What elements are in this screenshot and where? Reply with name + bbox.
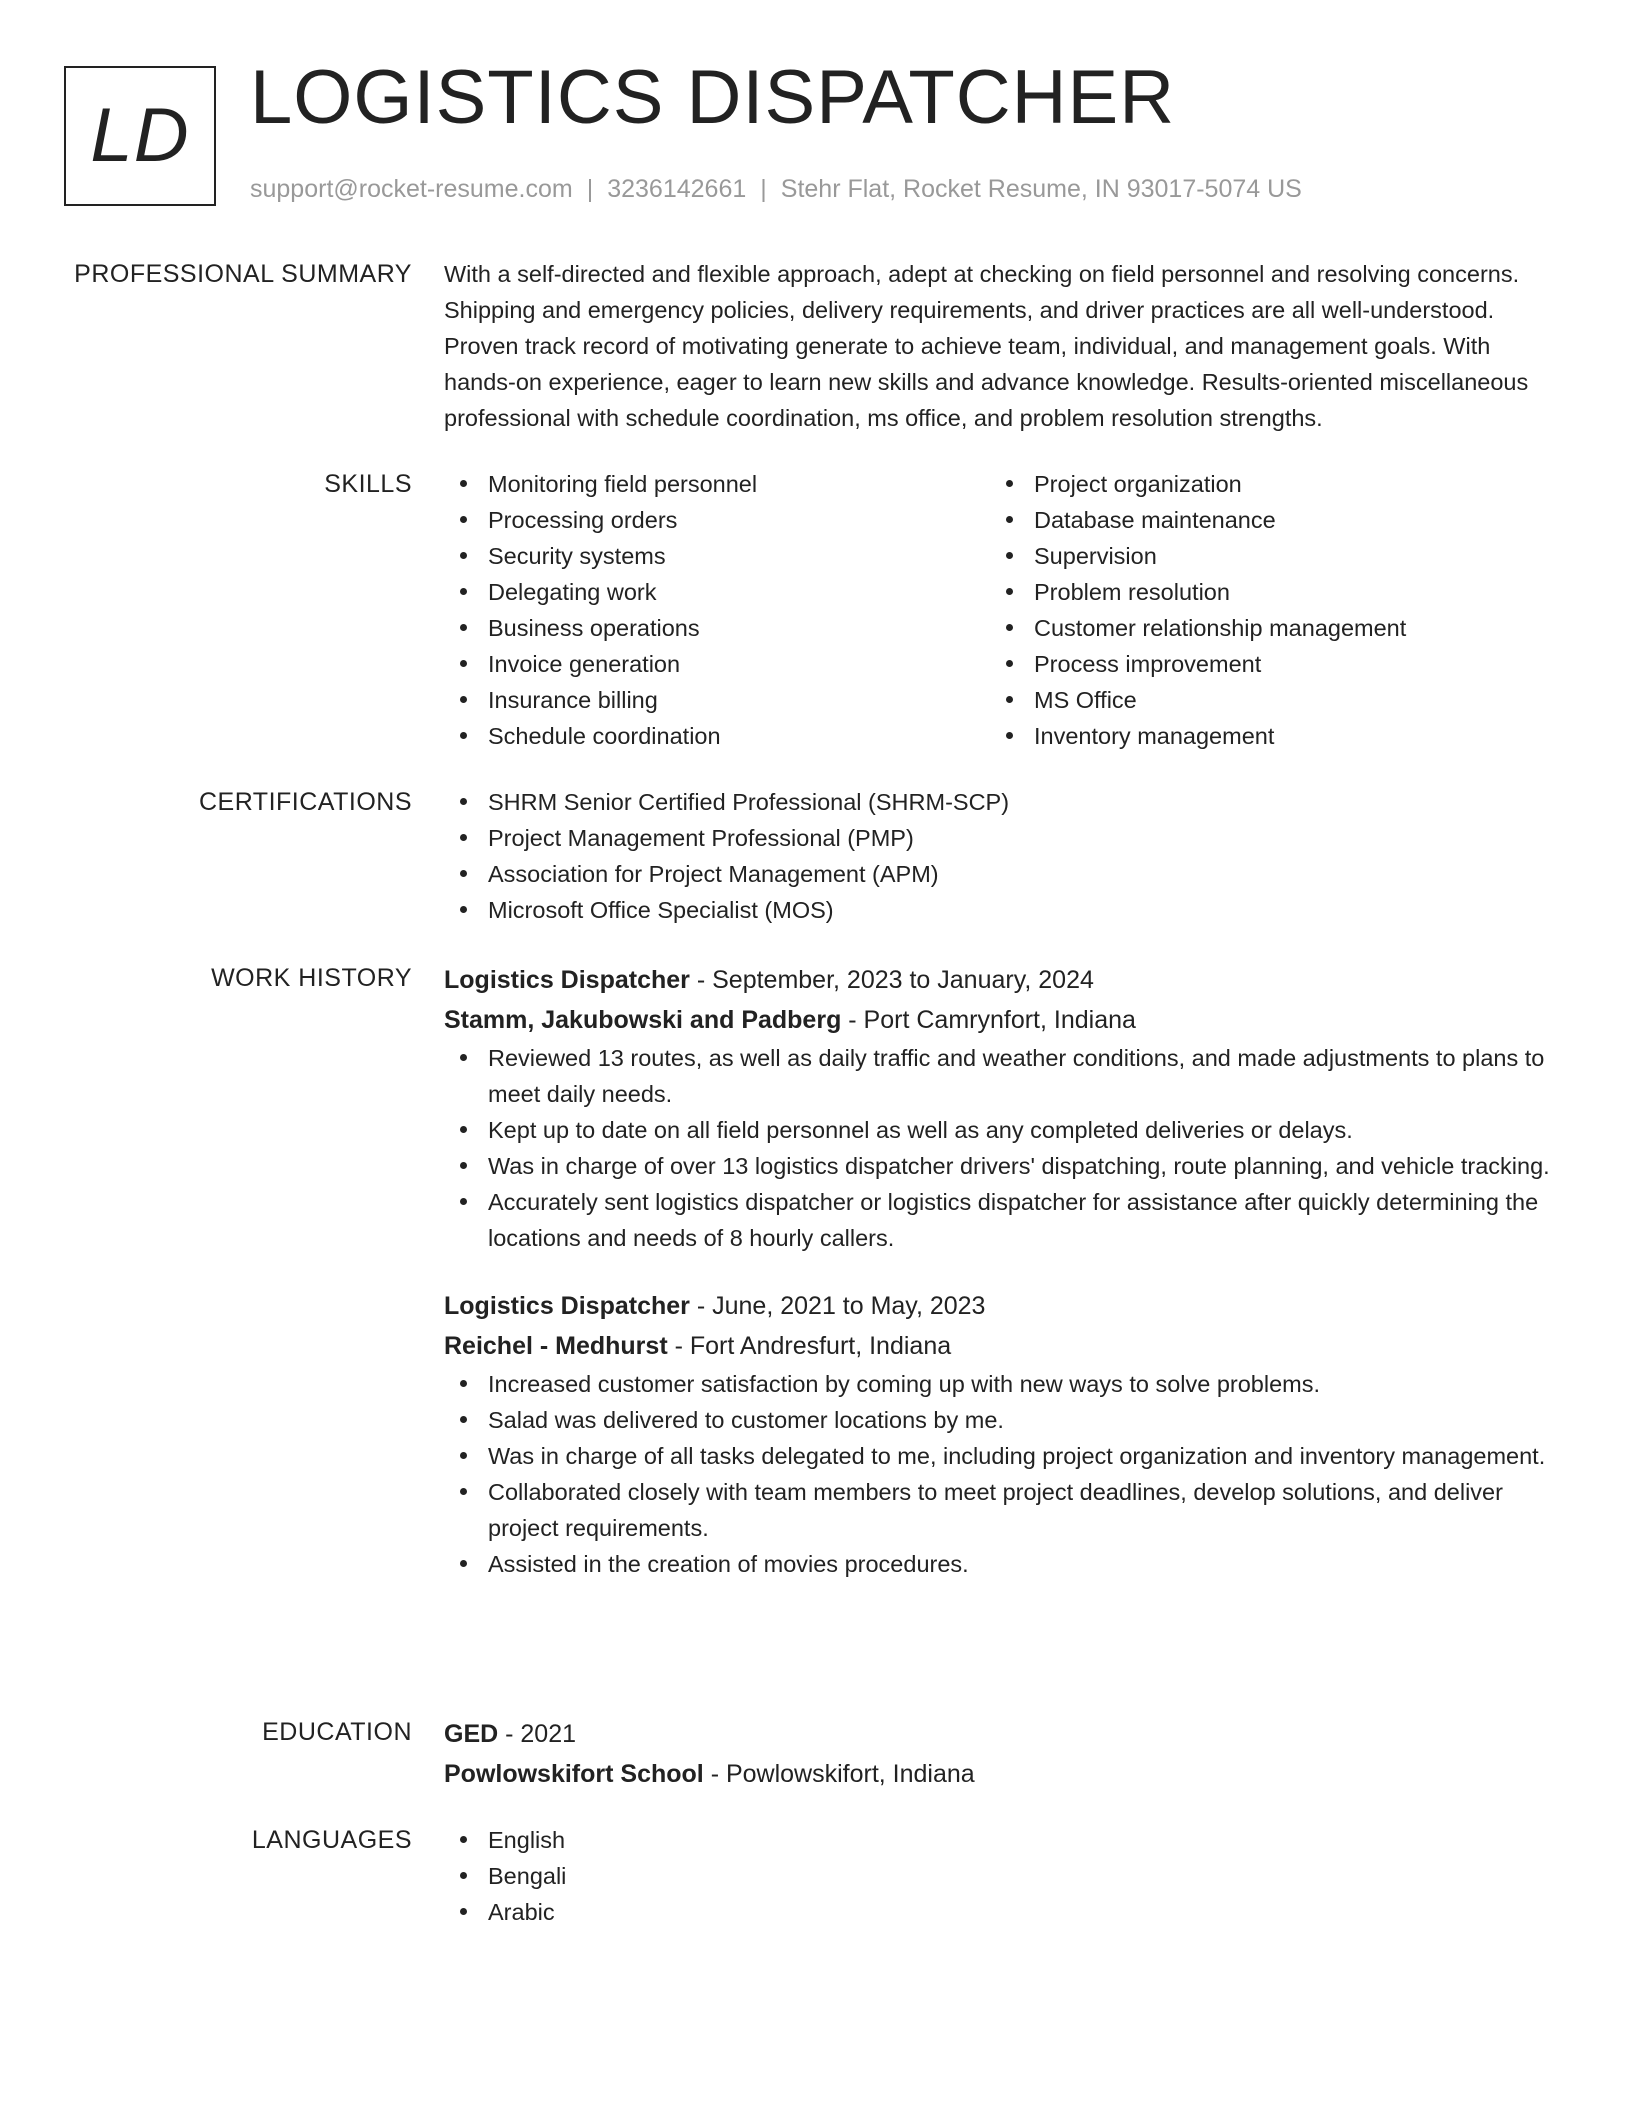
- education-year: - 2021: [498, 1720, 577, 1748]
- list-item: Problem resolution: [990, 574, 1536, 610]
- summary-text: With a self-directed and flexible approach, adept at checking on field personnel and resolving concerns. Shipping and emergency policies, delivery requirements, and driver practices are all well-understood. Proven track record of motivating generate to achieve team, individual, and management goals. With hands-on experience, eager to learn new skills and advance knowledge. Results-oriented miscellaneous professional with schedule coordination, ms office, and problem resolution strengths.: [444, 261, 1529, 431]
- monogram-initials: LD: [90, 93, 190, 178]
- languages-body: [444, 1822, 1554, 1930]
- list-item: Schedule coordination: [444, 718, 990, 754]
- job-bullets: [444, 1040, 1554, 1256]
- job-company: Stamm, Jakubowski and Padberg: [444, 1006, 842, 1034]
- contact-separator: |: [586, 175, 594, 203]
- monogram-badge: [64, 66, 216, 206]
- candidate-name: LOGISTICS DISPATCHER: [250, 55, 1176, 140]
- list-item: Collaborated closely with team members to meet project deadlines, develop solutions, and deliver project requirements.: [444, 1474, 1554, 1546]
- job-title: Logistics Dispatcher: [444, 966, 690, 994]
- list-item: Supervision: [990, 538, 1536, 574]
- education-school-line: [444, 1754, 1554, 1794]
- list-item: English: [444, 1822, 1554, 1858]
- section-heading: LANGUAGES: [251, 1826, 412, 1854]
- list-item: Database maintenance: [990, 502, 1536, 538]
- list-item: Security systems: [444, 538, 990, 574]
- list-item: Bengali: [444, 1858, 1554, 1894]
- list-item: Increased customer satisfaction by coming up with new ways to solve problems.: [444, 1366, 1554, 1402]
- list-item: Reviewed 13 routes, as well as daily traffic and weather conditions, and made adjustments to plans to meet daily needs.: [444, 1040, 1554, 1112]
- list-item: Process improvement: [990, 646, 1536, 682]
- certifications-list: [444, 784, 1554, 928]
- list-item: Was in charge of over 13 logistics dispatcher drivers' dispatching, route planning, and vehicle tracking.: [444, 1148, 1554, 1184]
- job-company: Reichel - Medhurst: [444, 1332, 668, 1360]
- list-item: Project Management Professional (PMP): [444, 820, 1554, 856]
- skills-list-right: [990, 466, 1536, 754]
- list-item: Was in charge of all tasks delegated to me, including project organization and inventory management.: [444, 1438, 1554, 1474]
- section-heading: SKILLS: [324, 470, 412, 498]
- list-item: Kept up to date on all field personnel as well as any completed deliveries or delays.: [444, 1112, 1554, 1148]
- education-location: - Powlowskifort, Indiana: [703, 1760, 975, 1788]
- list-item: Arabic: [444, 1894, 1554, 1930]
- list-item: Assisted in the creation of movies procedures.: [444, 1546, 1554, 1582]
- list-item: Business operations: [444, 610, 990, 646]
- certifications-body: [444, 784, 1554, 928]
- section-heading: CERTIFICATIONS: [198, 788, 412, 816]
- job-bullets: [444, 1366, 1554, 1582]
- contact-address: Stehr Flat, Rocket Resume, IN 93017-5074 US: [780, 175, 1302, 203]
- section-heading: EDUCATION: [262, 1718, 412, 1746]
- job-location: - Fort Andresfurt, Indiana: [667, 1332, 952, 1360]
- job-company-line: [444, 1000, 1554, 1040]
- education-school: Powlowskifort School: [444, 1760, 704, 1788]
- job-company-line: [444, 1326, 1554, 1366]
- list-item: Association for Project Management (APM): [444, 856, 1554, 892]
- contact-email[interactable]: support@rocket-resume.com: [250, 175, 573, 203]
- list-item: Inventory management: [990, 718, 1536, 754]
- education-degree: GED: [444, 1720, 499, 1748]
- languages-list: [444, 1822, 1554, 1930]
- section-heading: PROFESSIONAL SUMMARY: [74, 260, 412, 288]
- list-item: MS Office: [990, 682, 1536, 718]
- education-body: [444, 1714, 1554, 1794]
- list-item: Project organization: [990, 466, 1536, 502]
- job-title-line: [444, 960, 1554, 1000]
- list-item: Processing orders: [444, 502, 990, 538]
- job-title: Logistics Dispatcher: [444, 1292, 690, 1320]
- section-heading: WORK HISTORY: [211, 964, 412, 992]
- list-item: Delegating work: [444, 574, 990, 610]
- job-dates: - September, 2023 to January, 2024: [689, 966, 1094, 994]
- contact-phone[interactable]: 3236142661: [607, 175, 747, 203]
- list-item: SHRM Senior Certified Professional (SHRM-SCP): [444, 784, 1554, 820]
- list-item: Insurance billing: [444, 682, 990, 718]
- list-item: Salad was delivered to customer locations by me.: [444, 1402, 1554, 1438]
- list-item: Accurately sent logistics dispatcher or logistics dispatcher for assistance after quickly determining the locations and needs of 8 hourly callers.: [444, 1184, 1554, 1256]
- list-item: Microsoft Office Specialist (MOS): [444, 892, 1554, 928]
- contact-separator: |: [760, 175, 767, 203]
- skills-body: [444, 466, 1554, 754]
- skills-list-left: [444, 466, 990, 754]
- job-entry: [444, 1286, 1554, 1582]
- list-item: Customer relationship management: [990, 610, 1536, 646]
- education-degree-line: [444, 1714, 1554, 1754]
- job-location: - Port Camrynfort, Indiana: [841, 1006, 1136, 1034]
- job-entry: [444, 960, 1554, 1256]
- job-dates: - June, 2021 to May, 2023: [689, 1292, 986, 1320]
- job-title-line: [444, 1286, 1554, 1326]
- work-history-body: [444, 960, 1554, 1582]
- list-item: Monitoring field personnel: [444, 466, 990, 502]
- contact-line: [250, 174, 1302, 204]
- list-item: Invoice generation: [444, 646, 990, 682]
